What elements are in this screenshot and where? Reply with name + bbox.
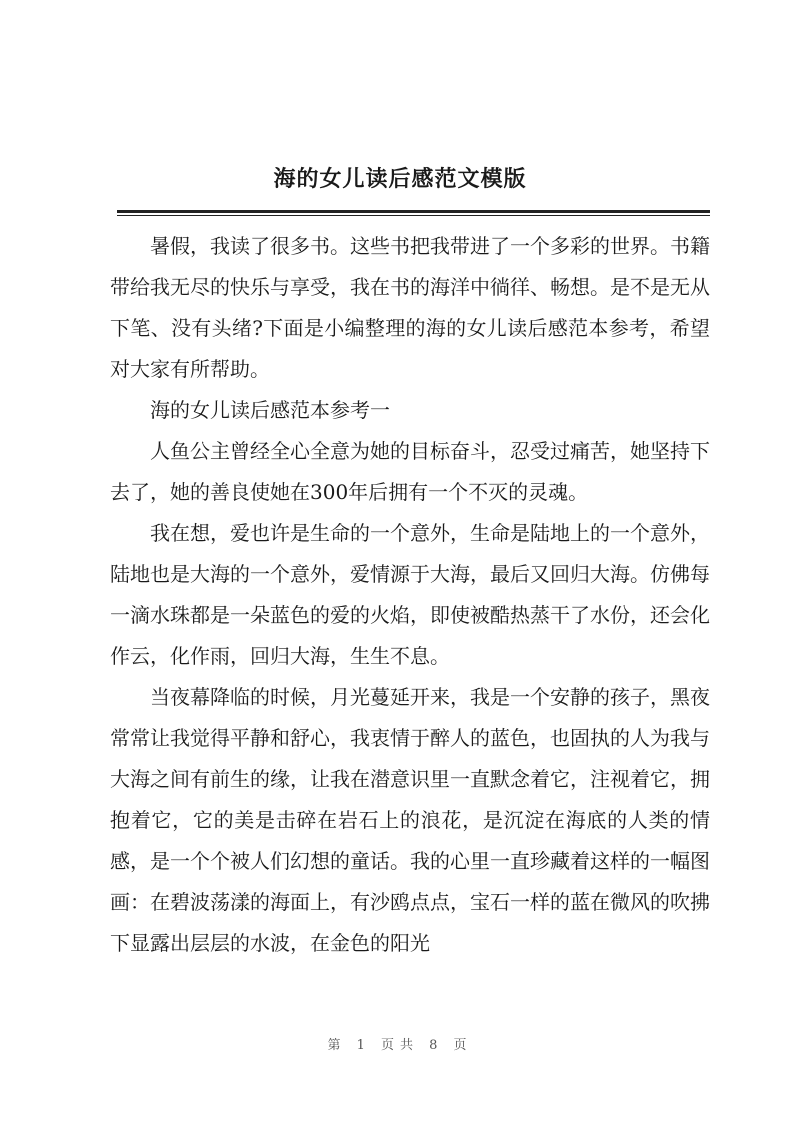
paragraph-mermaid: 人鱼公主曾经全心全意为她的目标奋斗，忍受过痛苦，她坚持下去了，她的善良使她在300年后拥有一个不灭的灵魂。 [110,439,710,504]
paragraph-night: 当夜幕降临的时候，月光蔓延开来，我是一个安静的孩子，黑夜常常让我觉得平静和舒心，我衷情于醉人的蓝色，也固执的人为我与大海之间有前生的缘，让我在潜意识里一直默念着它，注视着它，拥抱着它，它的美是击碎在岩石上的浪花，是沉淀在海底的人类的情感，是一个个被人们幻想的童话。我的心里一直珍藏着这样的一幅图画：在碧波荡漾的海面上，有沙鸥点点，宝石一样的蓝在微风的吹拂下显露出层层的水波，在金色的阳光 [110,685,710,955]
document-body [110,226,710,964]
title-rule-thin [117,215,710,216]
paragraph-intro: 暑假，我读了很多书。这些书把我带进了一个多彩的世界。书籍带给我无尽的快乐与享受，我在书的海洋中徜徉、畅想。是不是无从下笔、没有头绪?下面是小编整理的海的女儿读后感范本参考，希望对大家有所帮助。 [110,234,710,381]
section-heading: 海的女儿读后感范本参考一 [150,398,390,422]
document-title: 海的女儿读后感范文模版 [273,166,527,192]
page-footer: 第 1 页共 8 页 [327,1038,473,1053]
paragraph-love-sea: 我在想，爱也许是生命的一个意外，生命是陆地上的一个意外，陆地也是大海的一个意外，爱情源于大海，最后又回归大海。仿佛每一滴水珠都是一朵蓝色的爱的火焰，即使被酷热蒸干了水份，还会化作云，化作雨，回归大海，生生不息。 [110,521,710,668]
title-rule-thick [117,210,710,213]
